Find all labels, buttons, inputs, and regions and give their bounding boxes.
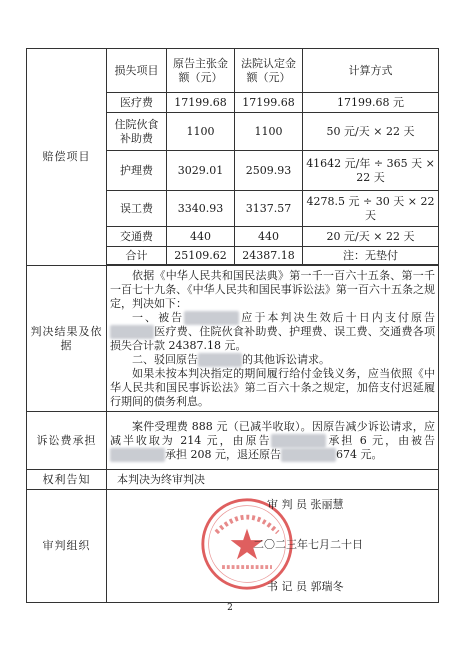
row-court: 3137.57 (235, 191, 303, 227)
rights-text: 本判决为终审判决 (107, 470, 439, 490)
row-method: 41642 元/年 ÷ 365 天 × 22 天 (303, 151, 439, 191)
redacted-name (271, 434, 326, 448)
row-method: 17199.68 元 (303, 93, 439, 113)
redacted-name (198, 353, 242, 367)
judgment-item-2: 二、驳回原告 的其他诉讼请求。 (132, 352, 330, 366)
header-calc-method: 计算方式 (303, 49, 439, 93)
judgment-form-table (26, 48, 439, 603)
fees-content: 案件受理费 888 元（已减半收取）。因原告减少诉讼请求，应减半收取为 214 元，由原告 承担 6 元，由被告承担 208 元，退还原告 674 元。 (107, 412, 439, 470)
row-item: 误工费 (107, 191, 167, 227)
total-claimed: 25109.62 (167, 247, 235, 265)
redacted-name (110, 325, 154, 339)
row-claimed: 17199.68 (167, 93, 235, 113)
row-item: 医疗费 (107, 93, 167, 113)
judge-signature: 审 判 员 张丽慧 (267, 498, 344, 511)
judgment-label: 判决结果及依据 (27, 266, 107, 412)
fees-row (27, 412, 439, 470)
row-item: 护理费 (107, 151, 167, 191)
row-claimed: 3340.93 (167, 191, 235, 227)
rights-label: 权利告知 (27, 470, 107, 490)
rights-row (27, 470, 439, 490)
redacted-name (184, 311, 239, 325)
clerk-signature: 书 记 员 郭瑞冬 (267, 580, 344, 593)
row-method: 20 元/天 × 22 天 (303, 227, 439, 247)
row-claimed: 3029.01 (167, 151, 235, 191)
page-number: 2 (227, 603, 233, 613)
row-court: 440 (235, 227, 303, 247)
fees-label: 诉讼费承担 (27, 412, 107, 470)
compensation-section-label: 赔偿项目 (27, 49, 107, 266)
total-label: 合计 (107, 247, 167, 265)
judgment-content (107, 266, 439, 412)
table-header-row (27, 49, 439, 93)
redacted-name (281, 448, 336, 462)
row-court: 2509.93 (235, 151, 303, 191)
total-court: 24387.18 (235, 247, 303, 265)
judgment-row (27, 266, 439, 412)
row-item: 交通费 (107, 227, 167, 247)
row-item: 住院伙食补助费 (107, 113, 167, 151)
total-method: 注：无垫付 (303, 247, 439, 265)
row-court: 1100 (235, 113, 303, 151)
row-method: 4278.5 元 ÷ 30 天 × 22 天 (303, 191, 439, 227)
judgment-date: 二〇二三年七月二十日 (253, 538, 363, 551)
redacted-name (110, 448, 165, 462)
header-court-amount: 法院认定金额（元） (235, 49, 303, 93)
row-method: 50 元/天 × 22 天 (303, 113, 439, 151)
row-court: 17199.68 (235, 93, 303, 113)
judgment-item-1: 一、被告 应于本判决生效后十日内支付原告医疗费、住院伙食补助费、护理费、误工费、交通费各项损失合计款 24387.18 元。 (110, 310, 436, 352)
panel-label: 审判组织 (27, 490, 107, 603)
judgment-interest-notice: 如果未按本判决指定的期间履行给付金钱义务，应当依照《中华人民共和国民事诉讼法》第二百六十条之规定，加倍支付迟延履行期间的债务利息。 (110, 366, 435, 408)
judgment-basis: 依据《中华人民共和国民法典》第一千一百六十五条、第一千一百七十九条、《中华人民共和国民事诉讼法》第一百六十五条之规定，判决如下： (110, 268, 435, 310)
row-claimed: 440 (167, 227, 235, 247)
panel-content (107, 490, 439, 603)
header-claimed-amount: 原告主张金额（元） (167, 49, 235, 93)
header-item: 损失项目 (107, 49, 167, 93)
panel-row (27, 490, 439, 603)
row-claimed: 1100 (167, 113, 235, 151)
